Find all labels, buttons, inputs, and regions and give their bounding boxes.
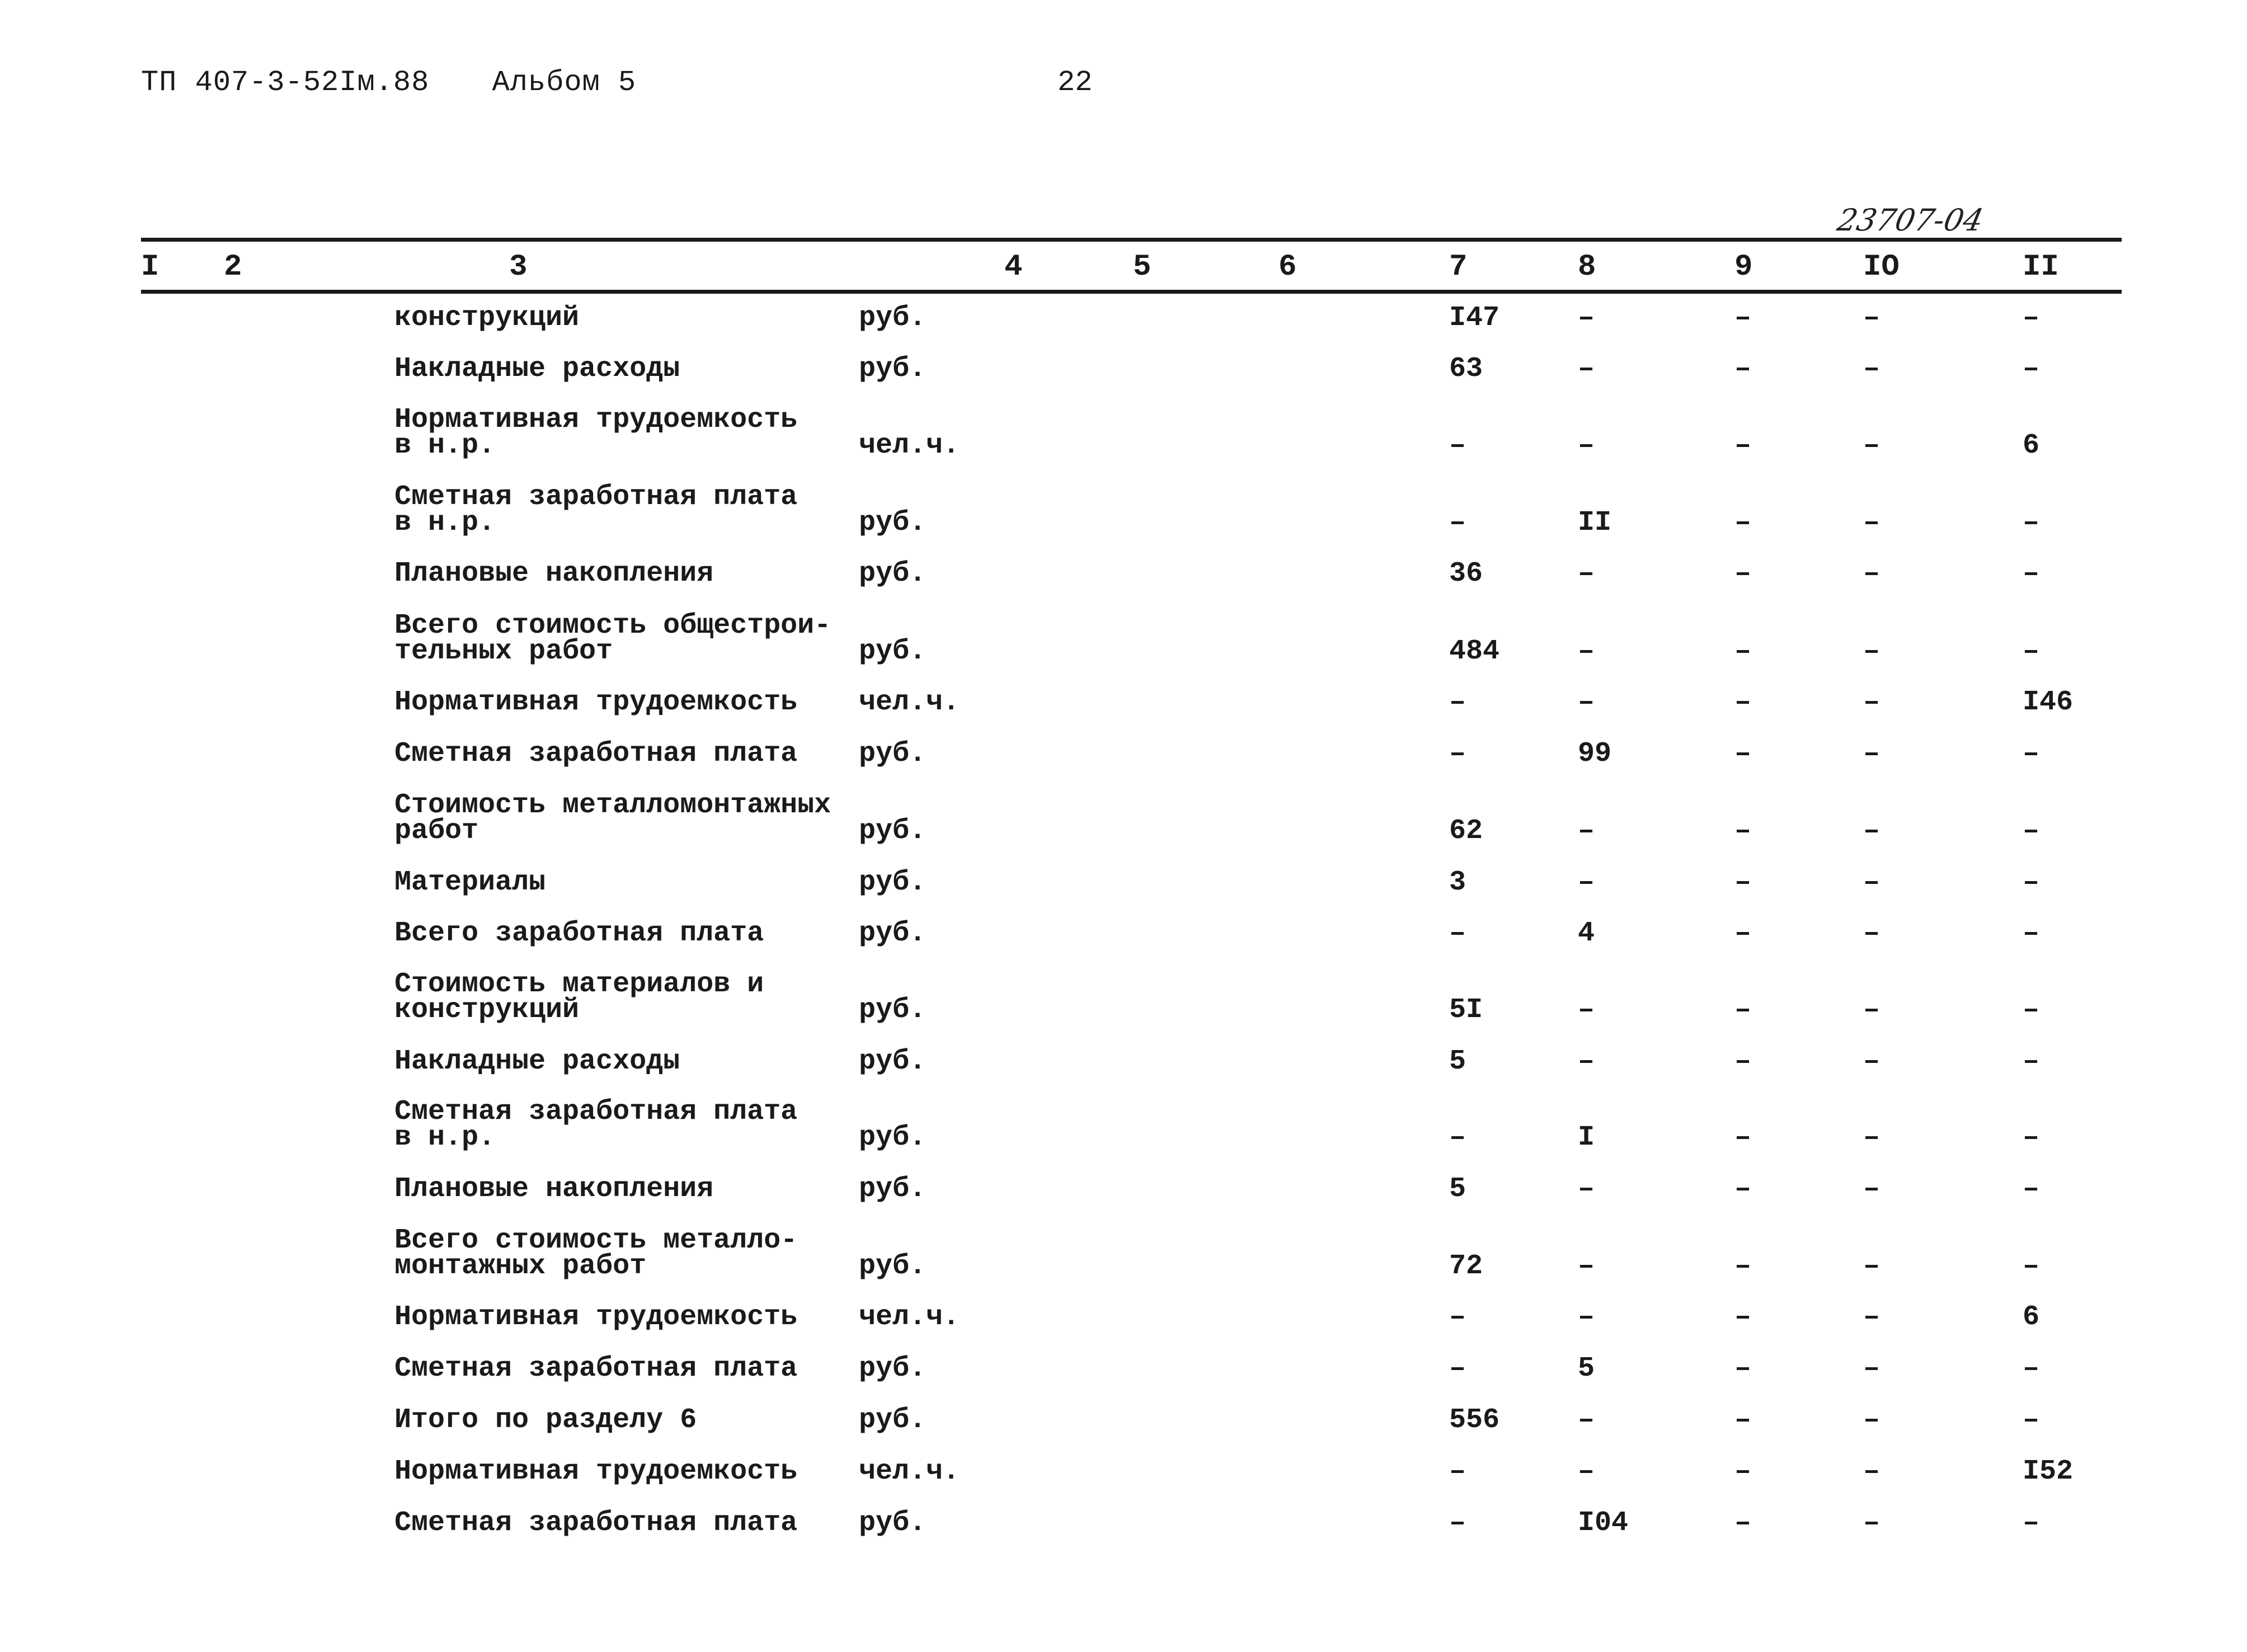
row-col9: –: [1734, 1301, 1752, 1333]
row-col10: –: [1863, 353, 1881, 385]
row-name: Накладные расходы: [394, 1046, 680, 1077]
row-col11: –: [2023, 994, 2040, 1026]
row-col9: –: [1734, 430, 1752, 462]
row-col11: –: [2023, 1046, 2040, 1077]
row-name: Плановые накопления: [394, 1173, 714, 1205]
row-col7: 72: [1449, 1250, 1483, 1282]
row-col10: –: [1863, 636, 1881, 667]
row-col7: –: [1449, 1353, 1466, 1385]
row-col7: –: [1449, 1507, 1466, 1539]
row-col11: –: [2023, 917, 2040, 949]
row-unit: руб.: [859, 994, 927, 1026]
row-name: Материалы: [394, 867, 546, 898]
row-col10: –: [1863, 815, 1881, 847]
column-number: 2: [224, 250, 242, 284]
row-col10: –: [1863, 994, 1881, 1026]
row-col10: –: [1863, 302, 1881, 334]
row-col10: –: [1863, 917, 1881, 949]
row-col9: –: [1734, 738, 1752, 770]
row-col11: –: [2023, 1173, 2040, 1205]
row-col7: –: [1449, 507, 1466, 539]
row-col8: –: [1578, 302, 1595, 334]
column-number: II: [2023, 250, 2059, 284]
row-col8: –: [1578, 815, 1595, 847]
row-unit: чел.ч.: [859, 430, 960, 462]
row-col11: I52: [2023, 1456, 2074, 1488]
row-name: Накладные расходы: [394, 353, 680, 385]
row-col8: –: [1578, 1173, 1595, 1205]
row-col10: –: [1863, 1404, 1881, 1436]
row-col9: –: [1734, 636, 1752, 667]
row-col8: –: [1578, 430, 1595, 462]
row-col8: –: [1578, 686, 1595, 718]
row-unit: руб.: [859, 738, 927, 770]
row-col10: –: [1863, 1173, 1881, 1205]
row-col7: 484: [1449, 636, 1500, 667]
row-col7: 3: [1449, 867, 1466, 898]
row-name: Сметная заработная плата в н.р.: [394, 1096, 798, 1154]
row-unit: руб.: [859, 1507, 927, 1539]
row-name: Нормативная трудоемкость в н.р.: [394, 404, 798, 462]
row-col9: –: [1734, 1173, 1752, 1205]
row-name: Стоимость металломонтажных работ: [394, 789, 831, 847]
column-number: 3: [509, 250, 528, 284]
row-name: Плановые накопления: [394, 558, 714, 590]
row-col9: –: [1734, 353, 1752, 385]
row-col8: –: [1578, 1301, 1595, 1333]
row-col10: –: [1863, 1507, 1881, 1539]
row-col7: –: [1449, 1456, 1466, 1488]
row-col7: 5: [1449, 1173, 1466, 1205]
row-col7: –: [1449, 1122, 1466, 1154]
row-unit: руб.: [859, 815, 927, 847]
row-col9: –: [1734, 1046, 1752, 1077]
row-col9: –: [1734, 507, 1752, 539]
row-col7: –: [1449, 917, 1466, 949]
row-col8: 4: [1578, 917, 1595, 949]
table-top-rule: [141, 238, 2122, 242]
row-col11: –: [2023, 1404, 2040, 1436]
row-col7: –: [1449, 1301, 1466, 1333]
column-number: 8: [1578, 250, 1596, 284]
document-header: [141, 66, 636, 99]
row-col7: –: [1449, 686, 1466, 718]
row-col7: 62: [1449, 815, 1483, 847]
row-col10: –: [1863, 558, 1881, 590]
row-col9: –: [1734, 302, 1752, 334]
row-col10: –: [1863, 867, 1881, 898]
row-col8: –: [1578, 867, 1595, 898]
row-unit: руб.: [859, 1046, 927, 1077]
row-unit: руб.: [859, 867, 927, 898]
row-unit: чел.ч.: [859, 1456, 960, 1488]
column-number: 5: [1133, 250, 1151, 284]
page-number: 22: [1057, 66, 1093, 99]
row-col11: –: [2023, 636, 2040, 667]
row-col10: –: [1863, 1250, 1881, 1282]
row-unit: руб.: [859, 636, 927, 667]
column-number: 9: [1734, 250, 1753, 284]
row-unit: руб.: [859, 1122, 927, 1154]
row-col11: –: [2023, 353, 2040, 385]
row-col8: –: [1578, 1404, 1595, 1436]
row-unit: руб.: [859, 1173, 927, 1205]
row-col11: –: [2023, 1353, 2040, 1385]
column-number: I: [141, 250, 159, 284]
row-col7: 556: [1449, 1404, 1500, 1436]
document-code: ТП 407-3-52Iм.88: [141, 66, 430, 99]
row-name: Нормативная трудоемкость: [394, 686, 798, 718]
row-name: Итого по разделу 6: [394, 1404, 697, 1436]
row-col11: –: [2023, 1122, 2040, 1154]
row-col10: –: [1863, 1301, 1881, 1333]
row-col7: 63: [1449, 353, 1483, 385]
row-name: Сметная заработная плата: [394, 1507, 798, 1539]
table-header-rule: [141, 290, 2122, 294]
row-col9: –: [1734, 1250, 1752, 1282]
row-name: конструкций: [394, 302, 580, 334]
handwritten-stamp: 23707-04: [1834, 203, 1987, 238]
row-col8: –: [1578, 1250, 1595, 1282]
column-number: IO: [1863, 250, 1900, 284]
row-col10: –: [1863, 686, 1881, 718]
row-col8: –: [1578, 1456, 1595, 1488]
row-col11: –: [2023, 302, 2040, 334]
row-col9: –: [1734, 1122, 1752, 1154]
column-number: 4: [1004, 250, 1023, 284]
row-unit: руб.: [859, 507, 927, 539]
column-number: 6: [1278, 250, 1297, 284]
row-name: Сметная заработная плата: [394, 738, 798, 770]
row-col11: –: [2023, 558, 2040, 590]
row-col10: –: [1863, 1353, 1881, 1385]
row-col9: –: [1734, 1456, 1752, 1488]
row-col10: –: [1863, 430, 1881, 462]
row-col9: –: [1734, 686, 1752, 718]
row-unit: руб.: [859, 1250, 927, 1282]
row-unit: чел.ч.: [859, 686, 960, 718]
row-col11: –: [2023, 1250, 2040, 1282]
row-col8: II: [1578, 507, 1612, 539]
row-name: Стоимость материалов и конструкций: [394, 968, 764, 1026]
row-col9: –: [1734, 994, 1752, 1026]
row-unit: руб.: [859, 353, 927, 385]
column-number: 7: [1449, 250, 1468, 284]
row-col11: –: [2023, 507, 2040, 539]
row-col11: –: [2023, 815, 2040, 847]
row-unit: руб.: [859, 1404, 927, 1436]
row-col10: –: [1863, 507, 1881, 539]
row-col7: –: [1449, 738, 1466, 770]
row-col11: I46: [2023, 686, 2074, 718]
row-col10: –: [1863, 1046, 1881, 1077]
row-col8: –: [1578, 1046, 1595, 1077]
row-col9: –: [1734, 815, 1752, 847]
row-col11: –: [2023, 738, 2040, 770]
row-name: Всего стоимость металло- монтажных работ: [394, 1225, 798, 1282]
row-col7: 36: [1449, 558, 1483, 590]
row-unit: руб.: [859, 917, 927, 949]
album-label: Альбом 5: [492, 66, 637, 99]
row-name: Нормативная трудоемкость: [394, 1456, 798, 1488]
row-col9: –: [1734, 917, 1752, 949]
row-col7: –: [1449, 430, 1466, 462]
row-name: Всего стоимость общестрои- тельных работ: [394, 610, 831, 667]
row-col8: I: [1578, 1122, 1595, 1154]
row-unit: руб.: [859, 1353, 927, 1385]
row-col11: –: [2023, 1507, 2040, 1539]
row-unit: руб.: [859, 558, 927, 590]
row-col8: –: [1578, 353, 1595, 385]
row-col11: 6: [2023, 1301, 2040, 1333]
row-col7: I47: [1449, 302, 1500, 334]
row-col8: –: [1578, 636, 1595, 667]
row-col9: –: [1734, 558, 1752, 590]
row-name: Всего заработная плата: [394, 917, 764, 949]
row-col11: –: [2023, 867, 2040, 898]
row-col11: 6: [2023, 430, 2040, 462]
row-col8: I04: [1578, 1507, 1629, 1539]
row-col9: –: [1734, 1353, 1752, 1385]
row-col10: –: [1863, 1122, 1881, 1154]
row-col8: 99: [1578, 738, 1612, 770]
row-name: Сметная заработная плата в н.р.: [394, 481, 798, 539]
row-unit: руб.: [859, 302, 927, 334]
row-col8: –: [1578, 558, 1595, 590]
row-name: Сметная заработная плата: [394, 1353, 798, 1385]
row-col10: –: [1863, 1456, 1881, 1488]
row-col9: –: [1734, 867, 1752, 898]
row-unit: чел.ч.: [859, 1301, 960, 1333]
row-col9: –: [1734, 1507, 1752, 1539]
row-col7: 5I: [1449, 994, 1483, 1026]
row-col7: 5: [1449, 1046, 1466, 1077]
row-col10: –: [1863, 738, 1881, 770]
row-col9: –: [1734, 1404, 1752, 1436]
row-col8: –: [1578, 994, 1595, 1026]
row-name: Нормативная трудоемкость: [394, 1301, 798, 1333]
row-col8: 5: [1578, 1353, 1595, 1385]
